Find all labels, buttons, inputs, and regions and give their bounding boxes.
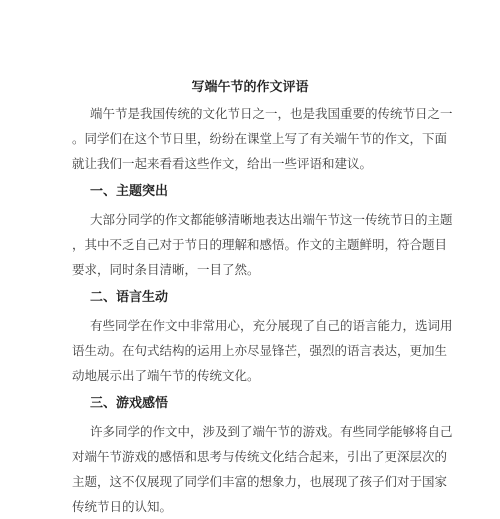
paragraph-line: 有些同学在作文中非常用心，充分展现了自己的语言能力，选词用 xyxy=(90,318,453,333)
paragraph-line: 语生动。在句式结构的运用上亦尽显锋芒，强烈的语言表达，更加生 xyxy=(72,343,448,358)
paragraph-line: ，其中不乏自己对于节日的理解和感悟。作文的主题鲜明，符合题目 xyxy=(72,237,448,252)
intro-paragraph xyxy=(72,101,453,176)
section-paragraph-games xyxy=(72,419,453,519)
section-paragraph-language xyxy=(72,313,453,388)
section-paragraph-theme xyxy=(72,207,453,282)
document-title: 写端午节的作文评语 xyxy=(191,80,309,95)
section-heading-language: 二、语言生动 xyxy=(90,290,169,305)
section-heading-theme: 一、主题突出 xyxy=(90,184,169,199)
paragraph-line: 就让我们一起来看看这些作文，给出一些评语和建议。 xyxy=(72,156,373,171)
paragraph-line: 。同学们在这个节日里，纷纷在课堂上写了有关端午节的作文，下面 xyxy=(72,131,448,146)
paragraph-line: 要求，同时条目清晰，一目了然。 xyxy=(72,262,260,277)
paragraph-line: 大部分同学的作文都能够清晰地表达出端午节这一传统节日的主题 xyxy=(90,212,453,227)
paragraph-line: 动地展示出了端午节的传统文化。 xyxy=(72,368,260,383)
paragraph-line: 端午节是我国传统的文化节日之一，也是我国重要的传统节日之一 xyxy=(90,106,453,121)
paragraph-line: 许多同学的作文中，涉及到了端午节的游戏。有些同学能够将自己 xyxy=(90,424,453,439)
paragraph-line: 传统节日的认知。 xyxy=(72,499,173,514)
paragraph-line: 主题，这不仅展现了同学们丰富的想象力，也展现了孩子们对于国家 xyxy=(72,474,448,489)
section-heading-games: 三、游戏感悟 xyxy=(90,396,169,411)
paragraph-line: 对端午节游戏的感悟和思考与传统文化结合起来，引出了更深层次的 xyxy=(72,449,448,464)
